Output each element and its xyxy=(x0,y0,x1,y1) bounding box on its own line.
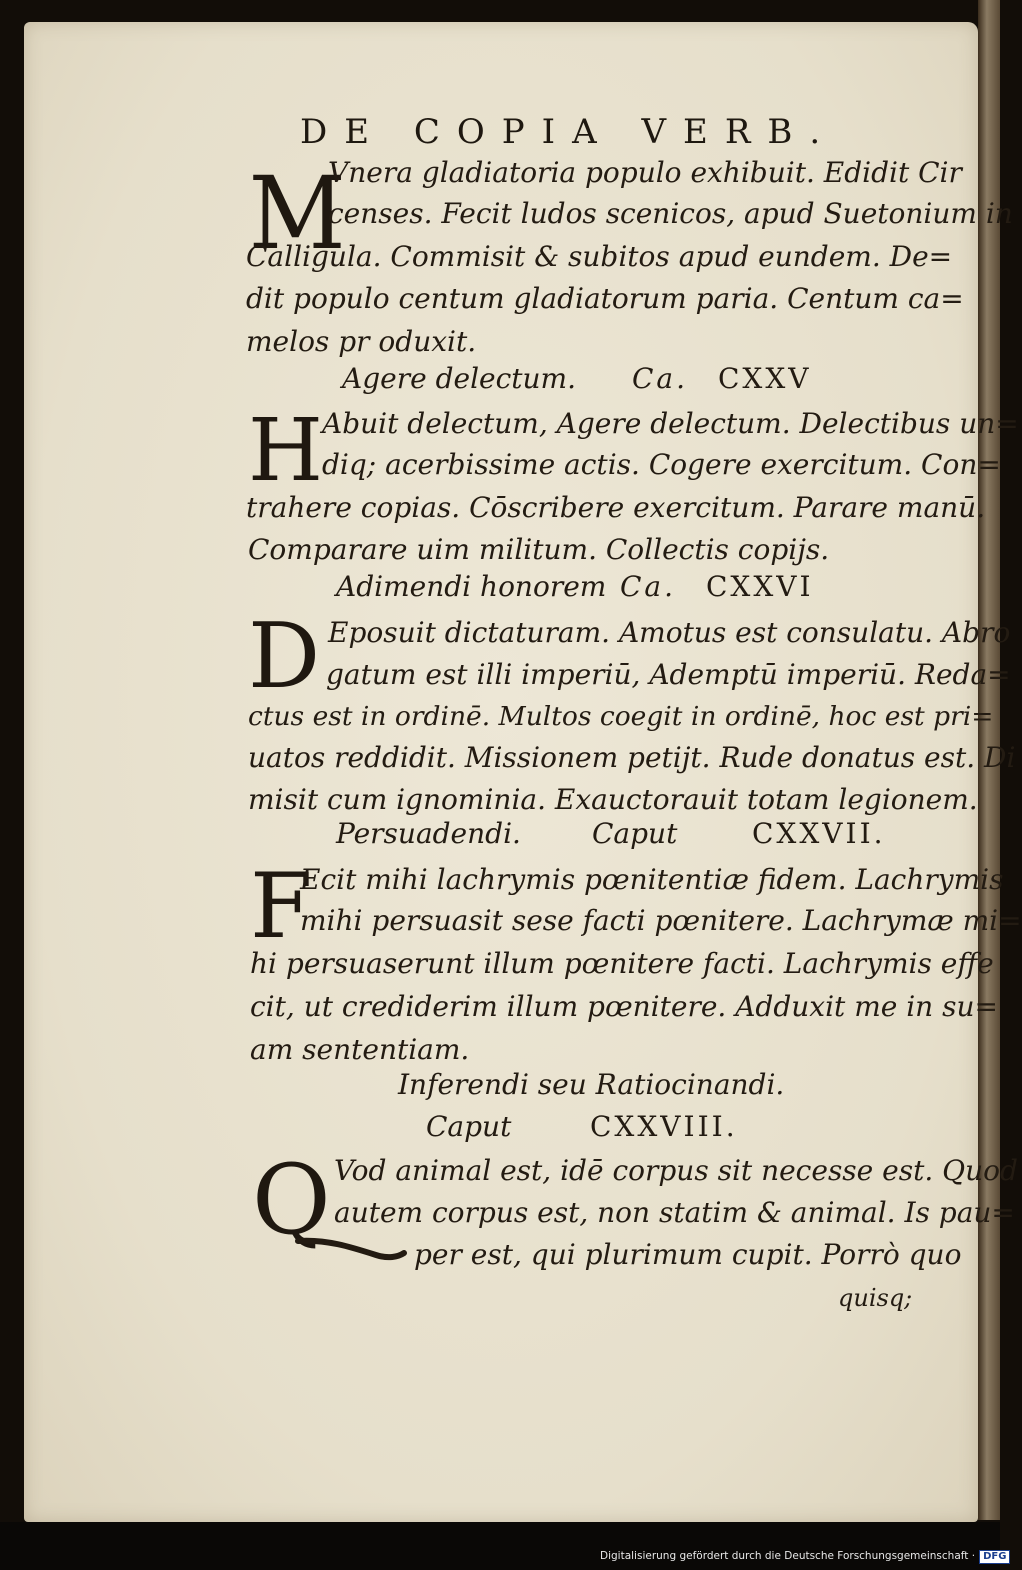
text-line: Vod animal est, idē corpus sit necesse est. Quod xyxy=(334,1154,1018,1187)
digitization-credit xyxy=(600,1550,1007,1568)
section-heading xyxy=(336,817,521,850)
text-line: dit populo centum gladiatorum paria. Centum ca= xyxy=(246,282,964,315)
text-line: melos pr oduxit. xyxy=(246,325,477,358)
drop-initial-m: M xyxy=(248,155,346,272)
section-title: Adimendi honorem xyxy=(336,570,607,603)
caput-number: CXXVII. xyxy=(752,817,886,850)
text-line: Vnera gladiatoria populo exhibuit. Edidit Cir xyxy=(328,156,962,189)
drop-initial-f: F xyxy=(250,854,313,959)
running-head: DE COPIA VERB. xyxy=(300,112,838,152)
drop-initial-h: H xyxy=(248,401,323,501)
text-line: Eposuit dictaturam. Amotus est consulatu. Abro xyxy=(328,616,1011,649)
text-line: diq; acerbissime actis. Cogere exercitum. Con= xyxy=(322,448,1001,481)
text-line: Ecit mihi lachrymis pœnitentiæ fidem. Lachrymis xyxy=(300,863,1004,896)
text-line: mihi persuasit sese facti pœnitere. Lachrymæ mi= xyxy=(300,904,1022,937)
section-title: Persuadendi. xyxy=(336,817,521,850)
text-line: cit, ut crediderim illum pœnitere. Adduxit me in su= xyxy=(250,990,998,1023)
text-line: per est, qui plurimum cupit. Porrò quo xyxy=(414,1238,962,1271)
section-heading xyxy=(336,570,606,603)
caput-label: Ca. xyxy=(620,570,677,603)
text-line: gatum est illi imperiū, Ademptū imperiū. Reda= xyxy=(326,658,1011,691)
dfg-logo-icon: DFG xyxy=(979,1550,1010,1564)
section-heading: Inferendi seu Ratiocinandi. xyxy=(398,1068,785,1101)
drop-initial-d: D xyxy=(248,604,321,709)
text-line: Abuit delectum, Agere delectum. Delectibus un= xyxy=(322,407,1019,440)
caput-number: CXXVIII. xyxy=(590,1110,738,1143)
text-line: misit cum ignominia. Exauctorauit totam legionem. xyxy=(248,783,978,816)
drop-initial-q: Q xyxy=(252,1144,331,1256)
text-line: Calligula. Commisit & subitos apud eundem. De= xyxy=(246,240,953,273)
section-heading xyxy=(342,362,576,395)
caput-label: Caput xyxy=(592,817,678,850)
text-line: hi persuaserunt illum pœnitere facti. Lachrymis effe xyxy=(250,947,994,980)
text-line: trahere copias. Cōscribere exercitum. Parare manū. xyxy=(246,491,986,524)
section-title: Agere delectum. xyxy=(342,362,577,395)
text-line: Comparare uim militum. Collectis copijs. xyxy=(248,533,830,566)
text-line: am sententiam. xyxy=(250,1033,470,1066)
caput-number: CXXVI xyxy=(706,570,814,603)
caput-label: Caput xyxy=(426,1110,512,1143)
text-line: censes. Fecit ludos scenicos, apud Suetonium in xyxy=(328,197,1013,230)
credit-text: Digitalisierung gefördert durch die Deutsche Forschungsgemeinschaft · xyxy=(600,1550,976,1562)
text-line: autem corpus est, non statim & animal. Is pau= xyxy=(334,1196,1015,1229)
caput-number: CXXV xyxy=(718,362,812,395)
catchword: quisq; xyxy=(838,1284,913,1312)
text-line: uatos reddidit. Missionem petijt. Rude donatus est. Di xyxy=(248,741,1016,774)
initial-q-tail-flourish xyxy=(296,1235,406,1265)
text-line: ctus est in ordinē. Multos coegit in ordinē, hoc est pri= xyxy=(248,701,994,732)
caput-label: Ca. xyxy=(632,362,689,395)
